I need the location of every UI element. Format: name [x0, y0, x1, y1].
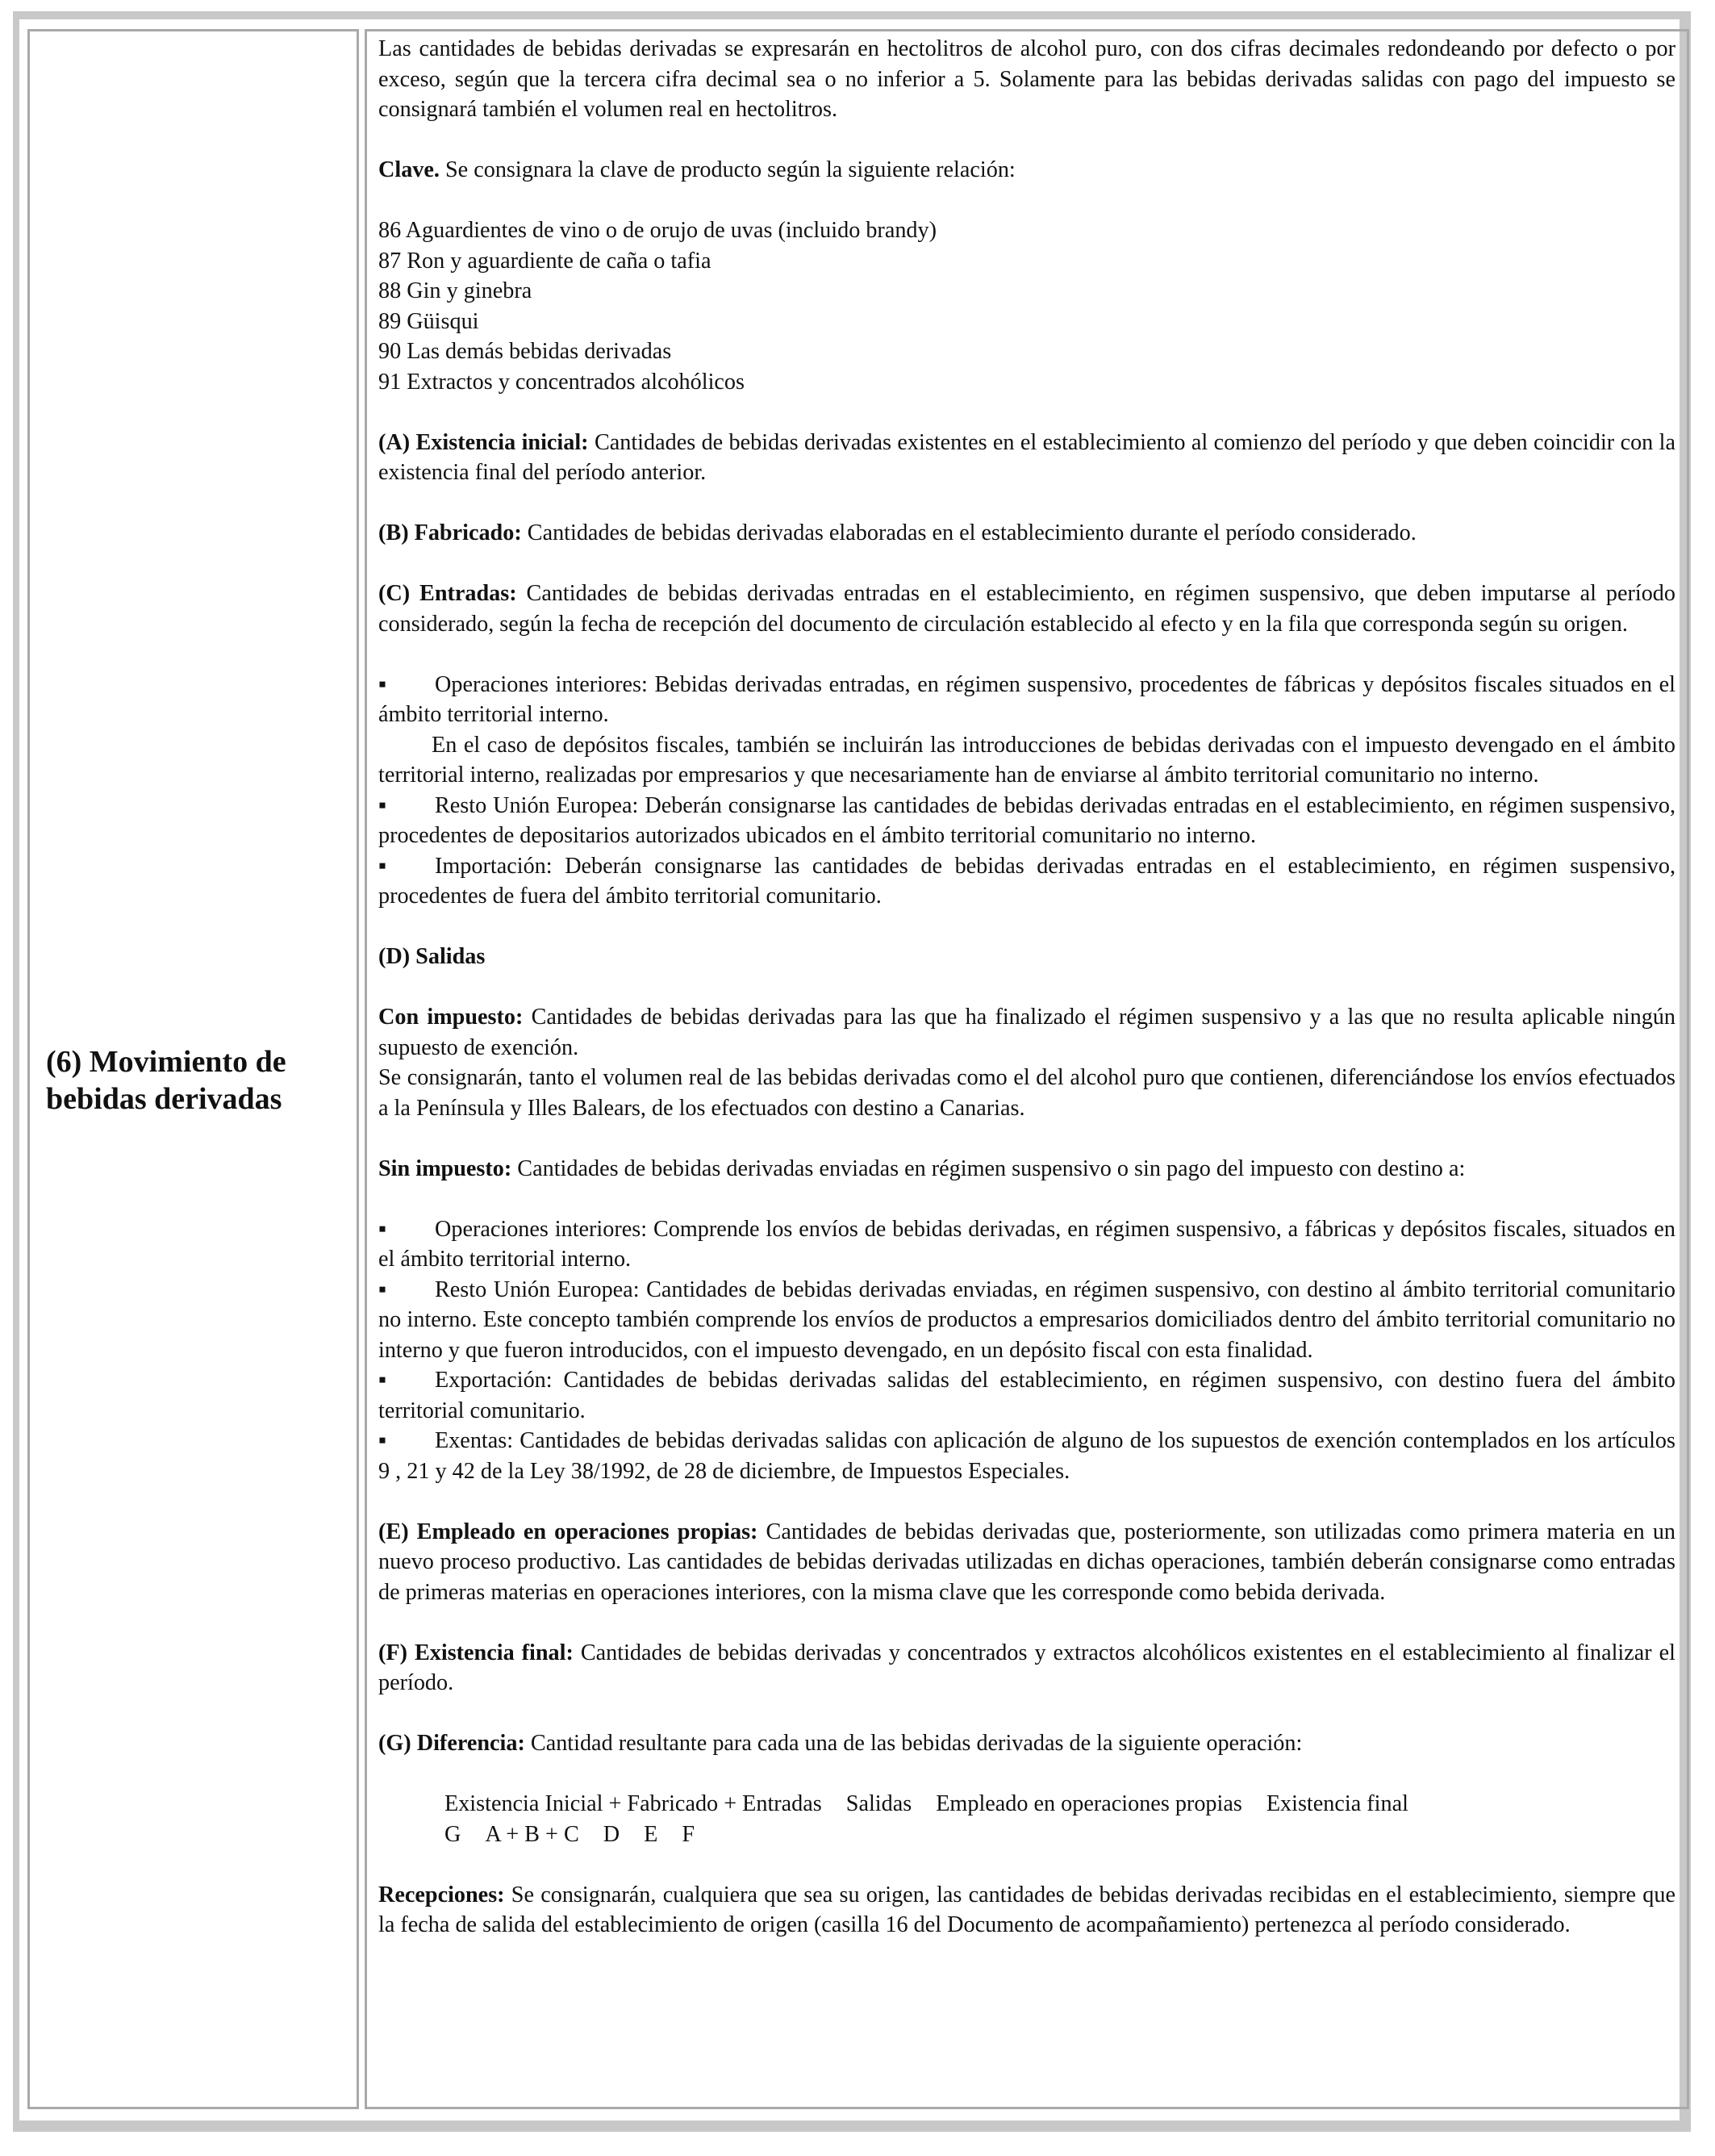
bullet-icon: ▪ — [378, 853, 386, 879]
bullet-icon: ▪ — [378, 671, 386, 697]
item-e-label: (E) Empleado en operaciones propias: — [378, 1519, 758, 1544]
item-b-label: (B) Fabricado: — [378, 520, 522, 545]
intro-paragraph: Las cantidades de bebidas derivadas se expresarán en hectolitros de alcohol puro, con dos cifras decimales redondeando por defecto o por exceso, según que la tercera cifra decimal sea o no inferior a 5. Solamente para las bebidas derivadas salidas con pago del impuesto se consignará también el volumen real en hectolitros. — [378, 36, 1675, 122]
salidas-bullet-item — [378, 1214, 1675, 1275]
bullet-text: Importación: Deberán consignarse las cantidades de bebidas derivadas entradas en el establecimiento, en régimen suspensivo, procedentes de fuera del ámbito territorial comunitario. — [378, 853, 1675, 909]
formula-terms-row — [444, 1789, 1675, 1820]
bullet-icon: ▪ — [378, 1276, 386, 1302]
formula-term: Empleado en operaciones propias — [936, 1791, 1242, 1816]
bullet-text: Exentas: Cantidades de bebidas derivadas salidas con aplicación de alguno de los supuestos de exención contemplados en los artículos 9 , 21 y 42 de la Ley 38/1992, de 28 de diciembre, de Impuestos Especiales. — [378, 1428, 1675, 1484]
section-label-cell — [27, 29, 359, 2109]
sin-impuesto-text: Cantidades de bebidas derivadas enviadas en régimen suspensivo o sin pago del impuesto con destino a: — [511, 1155, 1466, 1181]
item-g-text: Cantidad resultante para cada una de las bebidas derivadas de la siguiente operación: — [524, 1731, 1303, 1756]
item-a-paragraph — [378, 428, 1675, 488]
difference-formula — [378, 1789, 1675, 1849]
product-code-item: 86 Aguardientes de vino o de orujo de uvas (incluido brandy) — [378, 218, 937, 243]
con-impuesto-paragraph — [378, 1002, 1675, 1063]
entradas-bullet-item — [378, 670, 1675, 730]
product-code-item: 91 Extractos y concentrados alcohólicos — [378, 369, 745, 395]
entradas-bullet-item — [378, 791, 1675, 851]
product-code-item: 88 Gin y ginebra — [378, 278, 532, 303]
formula-letter: F — [682, 1821, 695, 1847]
section-title: (6) Movimiento de bebidas derivadas — [46, 1045, 286, 1116]
bullet-text: Exportación: Cantidades de bebidas derivadas salidas del establecimiento, en régimen suspensivo, con destino fuera del ámbito territorial comunitario. — [378, 1368, 1675, 1423]
con-impuesto-label: Con impuesto: — [378, 1005, 524, 1030]
formula-letter: G — [444, 1821, 461, 1847]
salidas-bullet-item — [378, 1365, 1675, 1426]
product-code-list — [378, 215, 1675, 397]
formula-term: Existencia final — [1266, 1791, 1408, 1816]
item-c-paragraph — [378, 579, 1675, 639]
section-content — [378, 34, 1675, 1941]
item-e-text: Cantidades de bebidas derivadas que, posteriormente, son utilizadas como primera materia en un nuevo proceso productivo. Las cantidades de bebidas derivadas utilizadas en dichas operaciones, también deberán consignarse como entradas de primeras materias en operaciones interiores, con la misma clave que les corresponde como bebida derivada. — [378, 1519, 1676, 1605]
formula-term: Existencia Inicial + Fabricado + Entradas — [444, 1791, 822, 1816]
recepciones-label: Recepciones: — [378, 1882, 505, 1907]
item-e-paragraph — [378, 1517, 1675, 1608]
clave-paragraph — [378, 155, 1675, 186]
bullet-icon: ▪ — [378, 1368, 386, 1393]
product-code-item: 90 Las demás bebidas derivadas — [378, 339, 672, 364]
item-c-text: Cantidades de bebidas derivadas entradas en el establecimiento, en régimen suspensivo, que deben imputarse al período considerado, según la fecha de recepción del documento de circulación establecido al efecto y en la fila que corresponda según su origen. — [378, 581, 1675, 637]
item-g-label: (G) Diferencia: — [378, 1731, 525, 1756]
formula-letter: D — [603, 1821, 620, 1847]
product-code-item: 89 Güisqui — [378, 308, 479, 334]
bullet-icon: ▪ — [378, 1428, 386, 1453]
item-d-heading: (D) Salidas — [378, 944, 486, 969]
formula-letter: E — [644, 1821, 658, 1847]
bullet-icon: ▪ — [378, 1216, 386, 1242]
bullet-icon: ▪ — [378, 792, 386, 818]
item-a-label: (A) Existencia inicial: — [378, 429, 589, 455]
con-impuesto-paragraph-2: Se consignarán, tanto el volumen real de las bebidas derivadas como el del alcohol puro que contienen, diferenciándose los envíos efectuados a la Península y Illes Balears, de los efectuados con destino a Canarias. — [378, 1065, 1675, 1121]
salidas-bullet-item — [378, 1426, 1675, 1486]
item-f-paragraph — [378, 1638, 1675, 1698]
sin-impuesto-paragraph — [378, 1154, 1675, 1185]
bullet-text: Resto Unión Europea: Deberán consignarse las cantidades de bebidas derivadas entradas en el establecimiento, en régimen suspensivo, procedentes de depositarios autorizados ubicados en el ámbito territorial comunitario no interno. — [378, 792, 1675, 848]
bullet-text: Operaciones interiores: Comprende los envíos de bebidas derivadas, en régimen suspensivo, a fábricas y depósitos fiscales, situados en el ámbito territorial interno. — [378, 1216, 1675, 1272]
item-a-text: Cantidades de bebidas derivadas existentes en el establecimiento al comienzo del período y que deben coincidir con la existencia final del período anterior. — [378, 429, 1675, 485]
bullet-text: Resto Unión Europea: Cantidades de bebidas derivadas enviadas, en régimen suspensivo, con destino al ámbito territorial comunitario no interno. Este concepto también comprende los envíos de productos a empresarios domiciliados dentro del ámbito territorial comunitario no interno y que fueron introducidos, con el impuesto devengado, en un depósito fiscal con esta finalidad. — [378, 1276, 1675, 1363]
item-f-label: (F) Existencia final: — [378, 1640, 574, 1665]
item-b-text: Cantidades de bebidas derivadas elaboradas en el establecimiento durante el período considerado. — [521, 520, 1417, 545]
con-impuesto-text: Cantidades de bebidas derivadas para las que ha finalizado el régimen suspensivo y a las que no resulta aplicable ningún supuesto de exención. — [378, 1005, 1676, 1060]
bullet-text: Operaciones interiores: Bebidas derivadas entradas, en régimen suspensivo, procedentes de fábricas y depósitos fiscales situados en el ámbito territorial interno. — [378, 671, 1675, 727]
entradas-bullet-item — [378, 851, 1675, 912]
item-b-paragraph — [378, 518, 1675, 549]
salidas-bullet-item — [378, 1275, 1675, 1366]
formula-term: Salidas — [845, 1791, 912, 1816]
recepciones-text: Se consignarán, cualquiera que sea su origen, las cantidades de bebidas derivadas recibidas en el establecimiento, siempre que la fecha de salida del establecimiento de origen (casilla 16 del Documento de acompañamiento) pertenezca al período considerado. — [378, 1882, 1675, 1937]
sin-impuesto-label: Sin impuesto: — [378, 1155, 512, 1181]
item-c-label: (C) Entradas: — [378, 581, 517, 606]
formula-letter: A + B + C — [485, 1821, 579, 1847]
item-g-paragraph — [378, 1728, 1675, 1759]
entradas-note: En el caso de depósitos fiscales, también se incluirán las introducciones de bebidas derivadas con el impuesto devengado en el ámbito territorial interno, realizadas por empresarios y que necesariamente han de enviarse al ámbito territorial comunitario no interno. — [378, 732, 1675, 788]
item-f-text: Cantidades de bebidas derivadas y concentrados y extractos alcohólicos existentes en el establecimiento al finalizar el período. — [378, 1640, 1675, 1695]
clave-text: Se consignara la clave de producto según la siguiente relación: — [439, 157, 1016, 182]
recepciones-paragraph — [378, 1880, 1675, 1941]
formula-letters-row — [444, 1820, 1675, 1850]
clave-label: Clave. — [378, 157, 440, 182]
product-code-item: 87 Ron y aguardiente de caña o tafia — [378, 248, 711, 274]
